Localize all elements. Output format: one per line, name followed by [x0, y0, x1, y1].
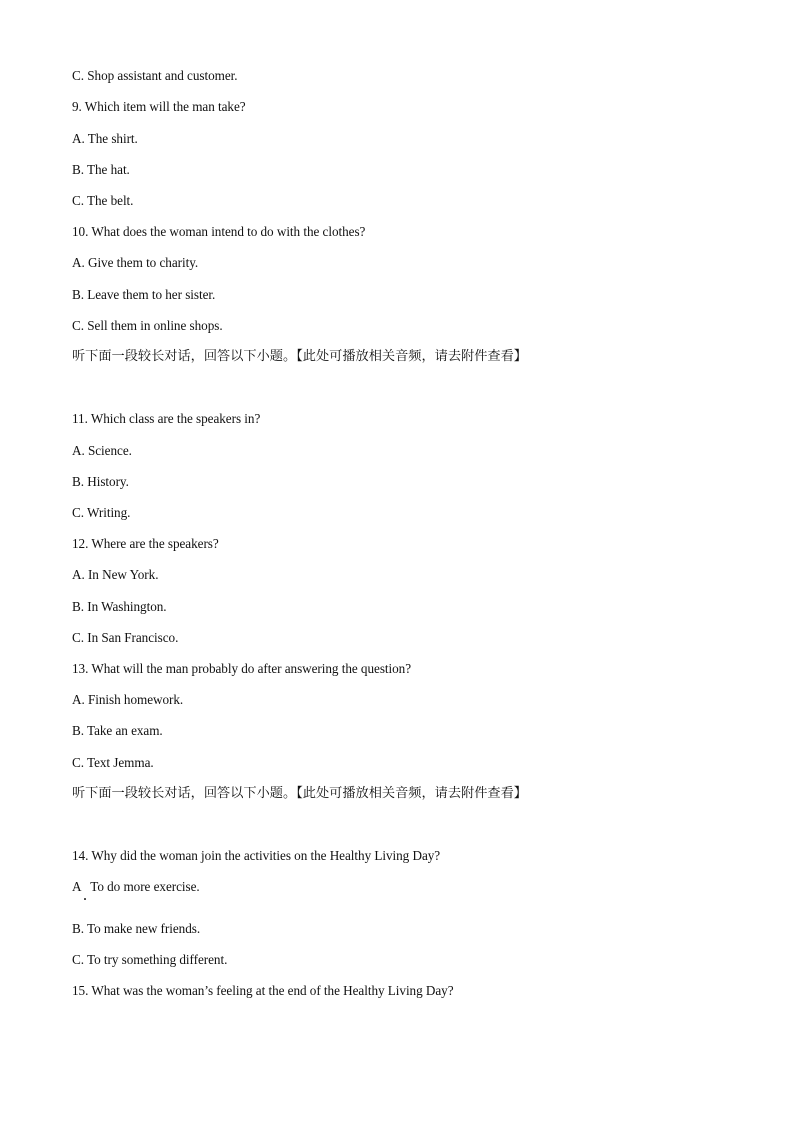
- question-9: 9. Which item will the man take?: [72, 99, 246, 114]
- listening-instruction: 听下面一段较长对话，回答以下小题。【此处可播放相关音频，请去附件查看】: [72, 786, 527, 801]
- question-13: 13. What will the man probably do after answering the question?: [72, 661, 412, 676]
- option-11b: B. History.: [72, 474, 129, 489]
- option-11a: A. Science.: [72, 443, 132, 458]
- option-12b: B. In Washington.: [72, 599, 167, 614]
- option-12a: A. In New York.: [72, 567, 159, 582]
- question-15: 15. What was the woman’s feeling at the end of the Healthy Living Day?: [72, 983, 454, 998]
- option-8c: C. Shop assistant and customer.: [72, 68, 238, 83]
- option-10c: C. Sell them in online shops.: [72, 318, 223, 333]
- option-13c: C. Text Jemma.: [72, 755, 154, 770]
- question-14: 14. Why did the woman join the activities on the Healthy Living Day?: [72, 848, 441, 863]
- option-9a: A. The shirt.: [72, 131, 138, 146]
- option-14a: A To do more exercise.: [72, 879, 200, 894]
- option-10b: B. Leave them to her sister.: [72, 287, 216, 302]
- question-10: 10. What does the woman intend to do with the clothes?: [72, 224, 366, 239]
- option-9c: C. The belt.: [72, 193, 134, 208]
- option-9b: B. The hat.: [72, 162, 130, 177]
- option-11c: C. Writing.: [72, 505, 131, 520]
- question-11: 11. Which class are the speakers in?: [72, 411, 261, 426]
- stray-dot: [84, 898, 86, 900]
- option-13a: A. Finish homework.: [72, 692, 184, 707]
- option-13b: B. Take an exam.: [72, 723, 163, 738]
- option-12c: C. In San Francisco.: [72, 630, 179, 645]
- question-12: 12. Where are the speakers?: [72, 536, 219, 551]
- option-10a: A. Give them to charity.: [72, 255, 199, 270]
- option-14c: C. To try something different.: [72, 952, 228, 967]
- option-14b: B. To make new friends.: [72, 921, 201, 936]
- listening-instruction: 听下面一段较长对话，回答以下小题。【此处可播放相关音频，请去附件查看】: [72, 349, 527, 364]
